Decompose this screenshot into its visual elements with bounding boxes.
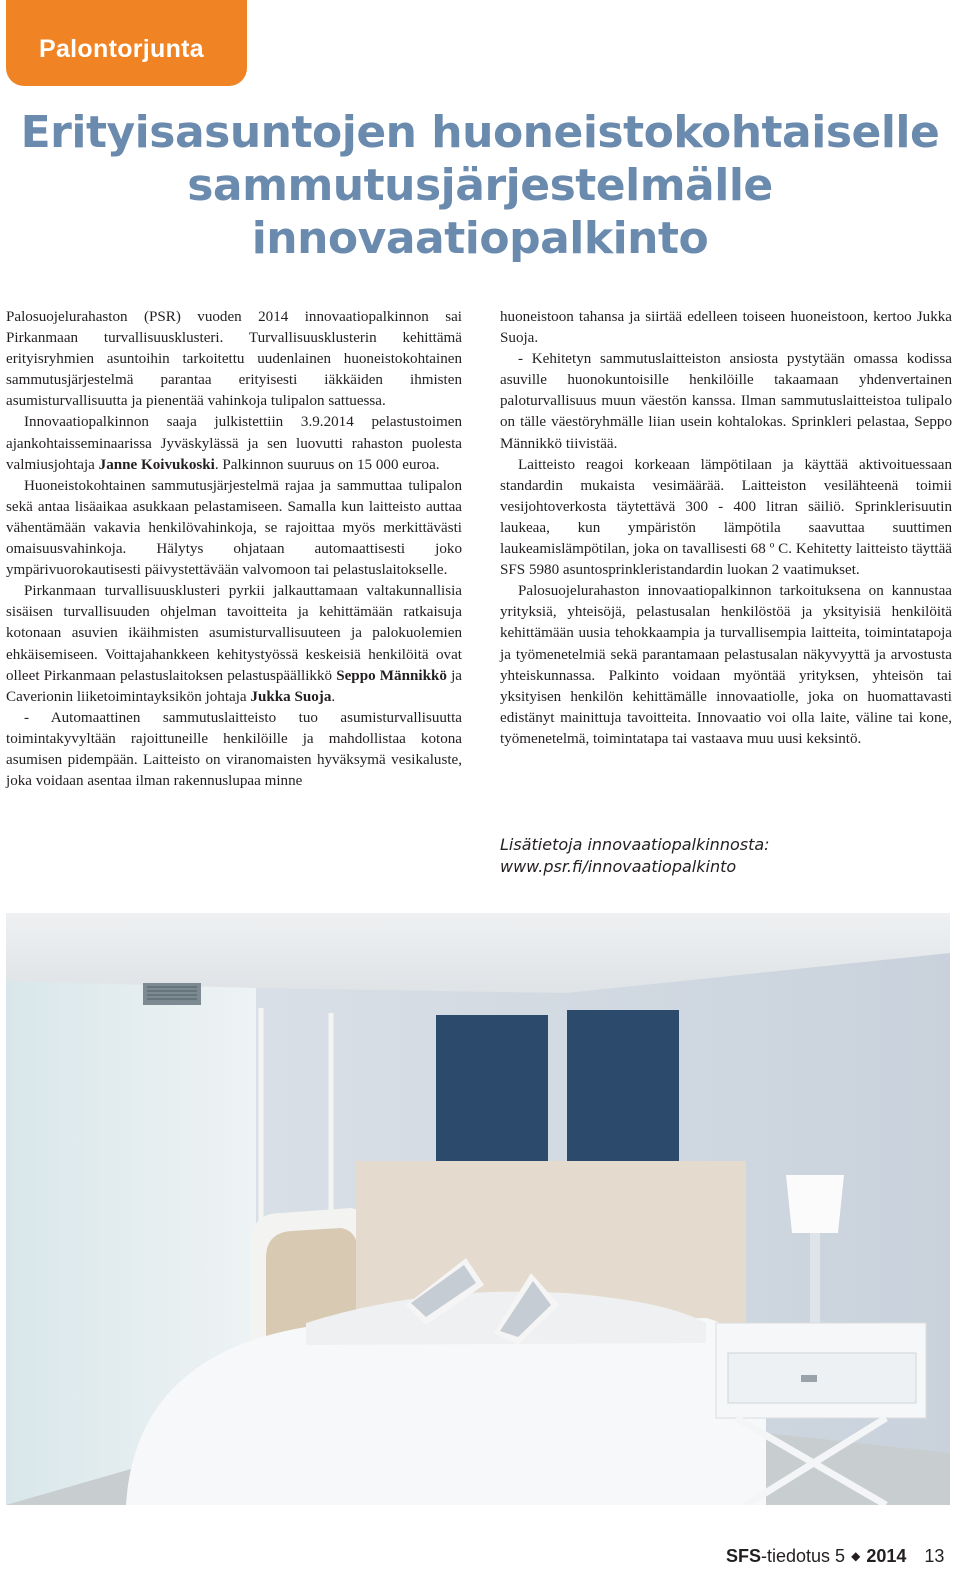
text: . — [331, 688, 336, 705]
more-info-link[interactable]: www.psr.fi/innovaatiopalkinto — [500, 857, 737, 876]
paragraph: Palosuojelurahaston (PSR) vuoden 2014 innovaatiopalkinnon sai Pirkanmaan turvallisuusklusteri. Turvallisuusklusterin kehittämä erityisryhmien asuntoihin tarkoitettu uudenlainen huoneistokohtainen sammutusjärjestelmä parantaa erityisesti iäkkäiden ihmisten asumisturvallisuutta ja pienentää vahinkoja tulipalon sattuessa. — [6, 309, 462, 410]
more-info — [500, 834, 770, 878]
bedroom-photo — [6, 913, 950, 1505]
paragraph — [6, 412, 462, 475]
publication-year: 2014 — [866, 1546, 907, 1566]
art-panel-right — [567, 1010, 679, 1165]
right-column — [500, 307, 952, 750]
article-title — [0, 106, 960, 265]
section-tab — [6, 0, 247, 86]
publication-brand: SFS — [726, 1546, 762, 1566]
lamp-shade — [786, 1175, 844, 1233]
paragraph: Laitteisto reagoi korkeaan lämpötilaan ja käyttää aktivoituessaan standardin mukaista vesimäärää. Laitteiston vesilähteenä toimii vesijohtoverkosta täytettävä 300 - 400 litran säiliö. Sprinklerisuutin laukeaa, kun ympäristön lämpötila saavuttaa suuttimen laukeamislämpötilan, joka on tavallisesti 68 º C. Kehitetty laitteisto täyttää SFS 5980 asuntosprinkleristandardin luokan 2 vaatimukset. — [500, 456, 952, 579]
title-line-3: innovaatiopalkinto — [251, 213, 709, 264]
title-line-2: sammutusjärjestelmälle — [187, 160, 773, 211]
person-name: Jukka Suoja — [250, 688, 332, 705]
text: . Palkinnon suuruus on 15 000 euroa. — [214, 456, 440, 473]
page-footer — [726, 1546, 944, 1567]
paragraph: - Automaattinen sammutuslaitteisto tuo asumisturvallisuutta toimintakyvyltään rajoittuneille henkilöille ja mahdollistaa kotona asumisen pidempään. Laitteisto on viranomaisten hyväksymä vesikaluste, joka voidaan asentaa ilman rakennuslupaa minne — [6, 709, 462, 790]
section-tab-label: Palontorjunta — [39, 35, 205, 63]
page-number: 13 — [924, 1546, 945, 1566]
paragraph: - Kehitetyn sammutuslaitteiston ansiosta pystytään omassa kodissa asuville huonokuntoisille henkilöille takaamaan yhdenvertainen paloturvallisuus muun väestön kanssa. Ilman sammutuslaitteistoa tulipalo on tälle väestöryhmälle liian usein kohtalokas. Sprinkleri pelastaa, Seppo Männikkö tiivistää. — [500, 351, 952, 452]
publication-name: -tiedotus 5 — [761, 1546, 846, 1566]
title-line-1: Erityisasuntojen huoneistokohtaiselle — [20, 107, 940, 158]
paragraph: huoneistoon tahansa ja siirtää edelleen toiseen huoneistoon, kertoo Jukka Suoja. — [500, 309, 952, 347]
text: Pirkanmaan turvallisuusklusteri pyrkii jalkauttamaan valtakunnallisia sisäisen turvallisuuden ohjelman tavoitteita ja kehittämään ratkaisuja kotonaan asuvien ikäihmisten asumisturvallisuuteen ja palokuolemien ehkäisemiseen. Voittajahankkeen kehitystyössä keskeisiä henkilöitä ovat olleet Pirkanmaan pelastuslaitoksen pelastuspäällikkö — [6, 583, 462, 684]
paragraph — [6, 581, 462, 708]
paragraph: Palosuojelurahaston innovaatiopalkinnon tarkoituksena on kannustaa yrityksiä, yhteisöjä, pelastusalan henkilöstöä ja yksityisiä henkilöitä kehittämään uusia tehokkaampia ja turvallisempia laitteita, toimintatapoja ja työmenetelmiä sekä parantamaan pelastusalan näkyvyyttä ja arvostusta yhteiskunnassa. Palkinto voidaan myöntää yrityksen, yhteisön tai yksityisen henkilön kehittämälle innovaatiolle, joka on huomattavasti edistänyt mainittuja tavoitteita. Innovaatio voi olla laite, väline tai kone, työmenetelmä, toimintatapa tai vastaava muu uusi keksintö. — [500, 583, 952, 747]
text: Innovaatiopalkinnon saaja julkistettiin 3.9.2014 pelastustoimen ajankohtaisseminaarissa Jyväskylässä ja sen luovutti rahaston puolesta valmiusjohtaja — [6, 414, 462, 473]
separator: ◆ — [851, 1549, 861, 1563]
text: ja Caverionin liiketoimintayksikön johtaja — [6, 667, 462, 705]
more-info-label: Lisätietoja innovaatiopalkinnosta: — [500, 835, 770, 854]
person-name: Seppo Männikkö — [336, 667, 447, 684]
person-name: Janne Koivukoski — [98, 456, 215, 473]
left-column — [6, 307, 462, 792]
art-panel-left — [436, 1015, 548, 1165]
paragraph: Huoneistokohtainen sammutusjärjestelmä rajaa ja sammuttaa tulipalon sekä antaa lisäaikaa asukkaan pelastamiseen. Samalla kun laitteisto auttaa vähentämään vakavia henkilövahinkoja, se rajoittaa myös merkittävästi omaisuusvahinkoja. Hälytys ohjataan automaattisesti joko ympärivuorokautisesti päivystettävään valvomoon tai pelastuslaitokselle. — [6, 477, 462, 579]
